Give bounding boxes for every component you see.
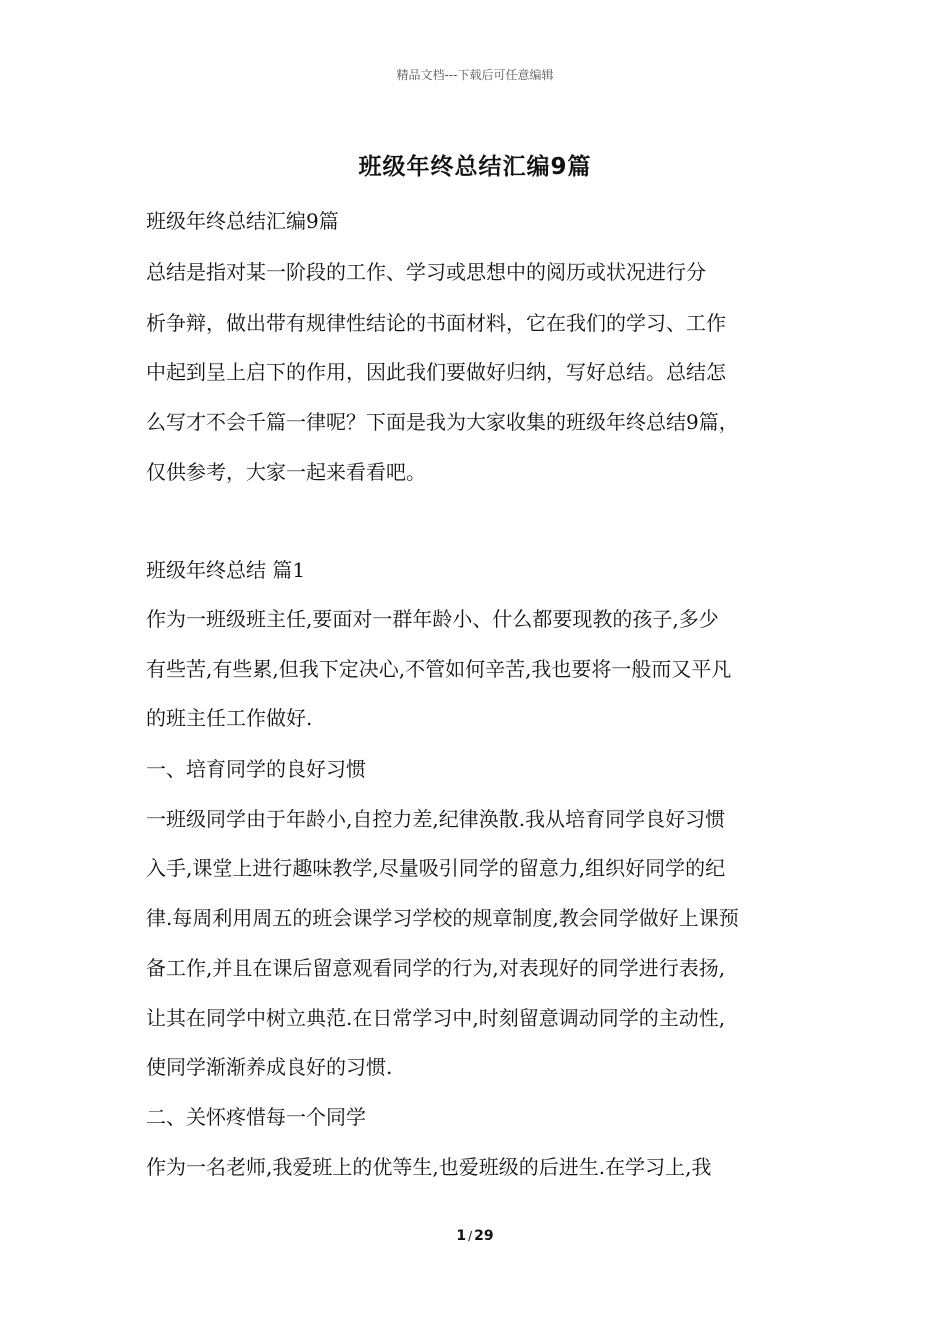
- paragraph-line: 使同学渐渐养成良好的习惯.: [146, 1055, 393, 1079]
- paragraph-line: 作为一班级班主任,要面对一群年龄小、什么都要现教的孩子,多少: [146, 607, 719, 631]
- paragraph-line: 备工作,并且在课后留意观看同学的行为,对表现好的同学进行表扬,: [146, 956, 726, 980]
- current-page: 1: [456, 1228, 467, 1244]
- paragraph-line: 一班级同学由于年龄小,自控力差,纪律涣散.我从培育同学良好习惯: [146, 807, 726, 831]
- intro-line: 中起到呈上启下的作用，因此我们要做好归纳，写好总结。总结怎: [146, 360, 726, 384]
- intro-line: 仅供参考，大家一起来看看吧。: [146, 460, 426, 484]
- paragraph-line: 入手,课堂上进行趣味教学,尽量吸引同学的留意力,组织好同学的纪: [146, 856, 726, 880]
- paragraph-line: 有些苦,有些累,但我下定决心,不管如何辛苦,我也要将一般而又平凡: [146, 657, 732, 681]
- intro-line: 么写才不会千篇一律呢？下面是我为大家收集的班级年终总结9篇，: [146, 410, 739, 434]
- subsection-heading: 二、关怀疼惜每一个同学: [146, 1105, 366, 1129]
- page-separator: /: [468, 1229, 473, 1243]
- subtitle-line: 班级年终总结汇编9篇: [146, 209, 339, 233]
- header-note: 精品文档---下载后可任意编辑: [396, 68, 554, 82]
- subsection-heading: 一、培育同学的良好习惯: [146, 757, 366, 781]
- document-title: 班级年终总结汇编9篇: [358, 154, 592, 180]
- paragraph-line: 让其在同学中树立典范.在日常学习中,时刻留意调动同学的主动性,: [146, 1006, 726, 1030]
- total-pages: 29: [474, 1228, 494, 1244]
- paragraph-line: 的班主任工作做好.: [146, 706, 313, 730]
- intro-line: 析争辩，做出带有规律性结论的书面材料，它在我们的学习、工作: [146, 311, 726, 335]
- intro-line: 总结是指对某一阶段的工作、学习或思想中的阅历或状况进行分: [146, 260, 706, 284]
- paragraph-line: 作为一名老师,我爱班上的优等生,也爱班级的后进生.在学习上,我: [146, 1155, 712, 1179]
- paragraph-line: 律.每周利用周五的班会课学习学校的规章制度,教会同学做好上课预: [146, 906, 739, 930]
- page-number: [0, 1228, 950, 1244]
- section-heading: 班级年终总结 篇1: [146, 558, 306, 582]
